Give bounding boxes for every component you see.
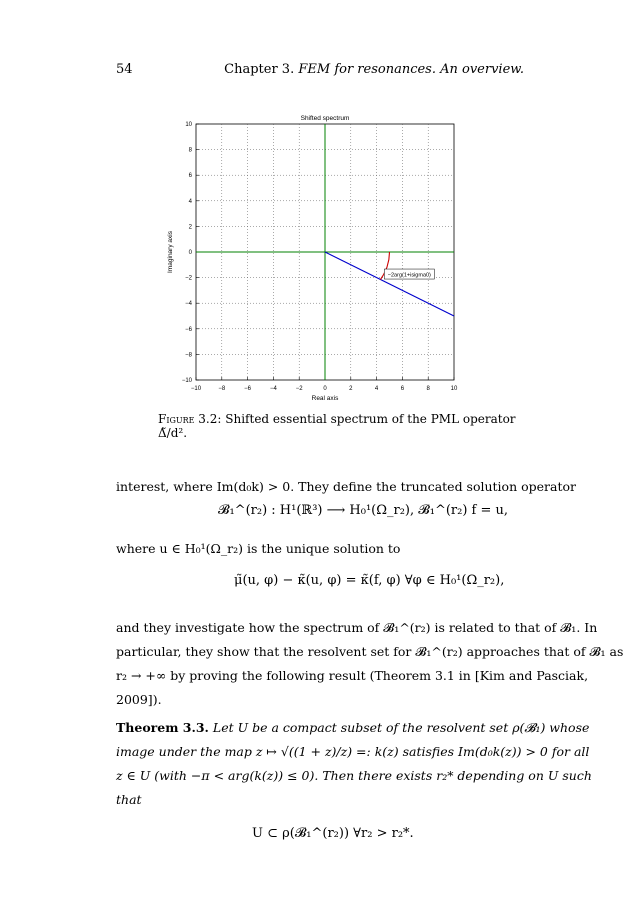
equation-resolvent: U ⊂ ρ(𝓑₁^(r₂)) ∀r₂ > r₂*. — [252, 826, 414, 841]
y-tick-label: 8 — [188, 147, 192, 154]
annotation-label: −2arg(1+isigma0) — [387, 272, 431, 279]
y-tick-label: 4 — [188, 198, 192, 205]
x-tick-label: −10 — [190, 386, 202, 392]
y-tick-label: 10 — [185, 122, 192, 128]
x-tick-label: 8 — [426, 386, 430, 392]
chapter-title — [224, 62, 524, 77]
paragraph-where — [116, 540, 524, 558]
paragraph-spectrum — [116, 616, 624, 712]
x-tick-label: 4 — [374, 386, 379, 392]
figure-shifted-spectrum — [160, 110, 480, 405]
y-tick-label: 0 — [188, 250, 192, 256]
running-head — [116, 62, 524, 80]
chart-title: Shifted spectrum — [300, 115, 350, 122]
y-tick-label: −2 — [185, 275, 192, 282]
theorem-line: image under the map z ↦ √((1 + z)/z) =: k(z) satisfies Im(d₀k(z)) > 0 for all — [116, 744, 590, 759]
y-tick-label: −10 — [181, 378, 192, 384]
chapter-title-italic: FEM for resonances. An overview. — [298, 62, 524, 77]
y-axis-label: Imaginary axis — [167, 231, 174, 273]
theorem-line: z ∈ U (with −π < arg(k(z)) ≤ 0). Then there exists r₂* depending on U such — [116, 768, 592, 783]
x-tick-label: −8 — [218, 386, 226, 392]
y-tick-label: 2 — [188, 224, 192, 231]
y-tick-label: 6 — [188, 173, 192, 180]
x-tick-label: 0 — [323, 386, 327, 392]
theorem-line: that — [116, 792, 142, 807]
theorem-first-line — [116, 716, 590, 740]
theorem-text: Let U be a compact subset of the resolvent set ρ(𝓑₁) whose — [212, 720, 590, 735]
caption-text: Shifted essential spectrum of the PML operator Δ̃/d². — [158, 412, 516, 440]
x-axis-label: Real axis — [311, 395, 339, 402]
x-tick-label: 6 — [400, 386, 405, 392]
theorem-3-3 — [116, 716, 592, 812]
text-line: interest, where Im(d₀k) > 0. They define the truncated solution operator — [116, 479, 576, 494]
text-line: particular, they show that the resolvent set for 𝓑₁^(r₂) approaches that of 𝓑₁ as — [116, 644, 624, 659]
equation-truncated-operator: 𝓑₁^(r₂) : H¹(ℝ³) ⟶ H₀¹(Ω_r₂), 𝓑₁^(r₂) f = u, — [218, 503, 509, 518]
theorem-label: Theorem 3.3. — [116, 720, 209, 735]
x-tick-label: 2 — [349, 386, 353, 392]
y-tick-label: −8 — [185, 352, 192, 359]
text-line: and they investigate how the spectrum of 𝓑₁^(r₂) is related to that of 𝓑₁. In — [116, 620, 598, 635]
x-tick-label: 10 — [450, 386, 458, 392]
text-line: r₂ → +∞ by proving the following result (Theorem 3.1 in [Kim and Pasciak, — [116, 668, 589, 683]
paragraph-interest — [116, 478, 576, 496]
y-tick-label: −6 — [185, 326, 192, 333]
text-line: where u ∈ H₀¹(Ω_r₂) is the unique solution to — [116, 541, 401, 556]
x-tick-label: −2 — [295, 386, 303, 392]
x-tick-label: −4 — [269, 386, 277, 392]
page-number: 54 — [116, 62, 133, 77]
chapter-prefix: Chapter 3. — [224, 62, 295, 77]
chart-svg — [160, 110, 480, 405]
x-tick-label: −6 — [244, 386, 252, 392]
equation-variational: μ̃(u, φ) − κ̃(u, φ) = κ̃(f, φ) ∀φ ∈ H₀¹(Ω_r₂), — [234, 573, 505, 588]
caption-label: Figure 3.2: — [158, 412, 222, 426]
y-tick-label: −4 — [185, 301, 192, 308]
text-line: 2009]). — [116, 692, 162, 707]
figure-caption — [158, 412, 518, 440]
